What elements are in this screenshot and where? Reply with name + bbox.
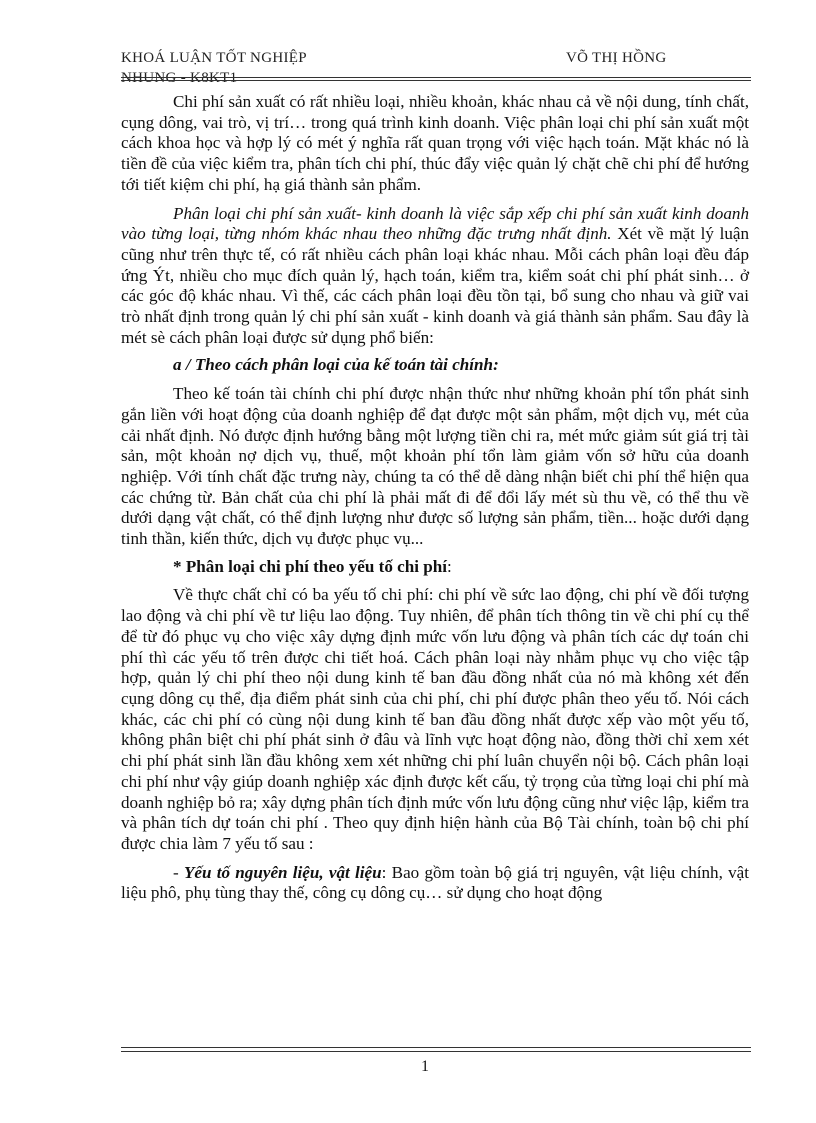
materials-factor-text: : Bao gồm toàn bộ giá trị nguyên, vật liệu chính, vật liệu phô, phụ tùng thay thế, công cụ dông cụ… sử dụng cho hoạt động xyxy=(121,862,749,903)
header-thesis-title: KHOÁ LUẬN TỐT NGHIỆP xyxy=(121,50,307,66)
section-heading-a-text: a / Theo cách phân loại của kế toán tài chính: xyxy=(173,355,499,375)
header-rule-double xyxy=(121,80,751,81)
paragraph-cost-factors: Về thực chất chỉ có ba yếu tố chi phí: chi phí về sức lao động, chi phí về đối tượng lao động và chi phí về tư liệu lao động. Tuy nhiên, để phân tích thông tin về chi phí cụ thể để từ đó phục vụ cho việc xây dựng định mức vốn lưu động và phân tích các dự toán chi phí thì các yếu tố trên được chi tiết hoá. Cách phân loại này nhằm phục vụ cho việc tập hợp, quản lý chi phí theo nội dung kinh tế ban đầu đồng nhất của nó mà không xét đến cụng dông cụ thể, địa điểm phát sinh của chi phí, chi phí được phân theo yếu tố. Nói cách khác, các chi phí có cùng nội dung kinh tế ban đầu đồng nhất được xếp vào một yếu tố, không phân biệt chi phí phát sinh ở đâu và lĩnh vực hoạt động nào, đồng thời chỉ xem xét chi phí phát sinh lần đầu không xem xét những chi phí luân chuyển nội bộ. Cách phân loại chi phí như vậy giúp doanh nghiệp xác định được kết cấu, tỷ trọng của từng loại chi phí mà doanh nghiệp bỏ ra; xây dựng phân tích định mức vốn lưu động cũng như việc lập, kiểm tra và phân tích dự toán chi phí . Theo quy định hiện hành của Bộ Tài chính, toàn bộ chi phí được chia làm 7 yếu tố sau : xyxy=(121,585,749,853)
paragraph-intro: Chi phí sản xuất có rất nhiều loại, nhiều khoản, khác nhau cả về nội dung, tính chất, cụng dông, vai trò, vị trí… trong quá trình kinh doanh. Việc phân loại chi phí sản xuất một cách khoa học và hợp lý có mét ý nghĩa rất quan trọng với việc hạch toán. Mặt khác nó là tiền đề của việc kiểm tra, phân tích chi phí, thúc đẩy việc quản lý chặt chẽ chi phí để hướng tới tiết kiệm chi phí, hạ giá thành sản phẩm. xyxy=(121,92,749,194)
materials-dash: - xyxy=(173,862,184,882)
header-author-continuation: NHUNG - K8KT1 xyxy=(121,70,238,86)
section-heading-b xyxy=(121,557,749,578)
paragraph-materials-factor xyxy=(121,863,749,904)
header-author-name: VÕ THỊ HỒNG xyxy=(566,50,667,66)
paragraph-definition xyxy=(121,204,749,349)
section-heading-b-colon: : xyxy=(447,556,452,576)
document-body xyxy=(121,92,749,904)
page-number: 1 xyxy=(421,1058,429,1075)
section-heading-b-text: * Phân loại chi phí theo yếu tố chi phí xyxy=(173,556,448,576)
footer-rule xyxy=(121,1047,751,1048)
definition-rest: Xét về mặt lý luận cũng như trên thực tế, có rất nhiều cách phân loại khác nhau. Mỗi cách phân loại đều đáp ứng Ýt, nhiều cho mục đích quản lý, hạch toán, kiểm tra, kiểm soát chi phí phát sinh… ở các góc độ khác nhau. Vì thế, các cách phân loại đều tồn tại, bổ sung cho nhau và giữ vai trò nhất định trong quản lý chi phí sản xuất - kinh doanh và giá thành sản phẩm. Sau đây là mét sè cách phân loại được sử dụng phổ biến: xyxy=(121,224,750,347)
definition-italic: Phân loại chi phí sản xuất- kinh doanh là việc sắp xếp chi phí sản xuất kinh doanh vào từng loại, từng nhóm khác nhau theo những đặc trưng nhất định. xyxy=(121,203,749,244)
footer-rule-double xyxy=(121,1051,751,1052)
header-rule xyxy=(121,77,751,78)
materials-factor-title: Yếu tố nguyên liệu, vật liệu xyxy=(183,862,382,882)
section-heading-a xyxy=(121,355,749,376)
paragraph-financial-accounting: Theo kế toán tài chính chi phí được nhận thức như những khoản phí tổn phát sinh gắn liền với hoạt động của doanh nghiệp để đạt được một sản phẩm, một dịch vụ, mét của cải nhất định. Nó được định hướng bằng một lượng tiền chi ra, mét mức giảm sút giá trị tài sản, một khoản nợ dịch vụ, thuế, một khoản phí tổn làm giảm vốn sở hữu của doanh nghiệp. Với tính chất đặc trưng này, chúng ta có thể dễ dàng nhận biết chi phí thể hiện qua các chứng từ. Bản chất của chi phí là phải mất đi để đổi lấy mét sù thu về, có thể thu về dưới dạng vật chất, có thể định lượng như được số lượng sản phẩm, tiền... hoặc dưới dạng tinh thần, kiến thức, dịch vụ được phục vụ... xyxy=(121,384,749,549)
